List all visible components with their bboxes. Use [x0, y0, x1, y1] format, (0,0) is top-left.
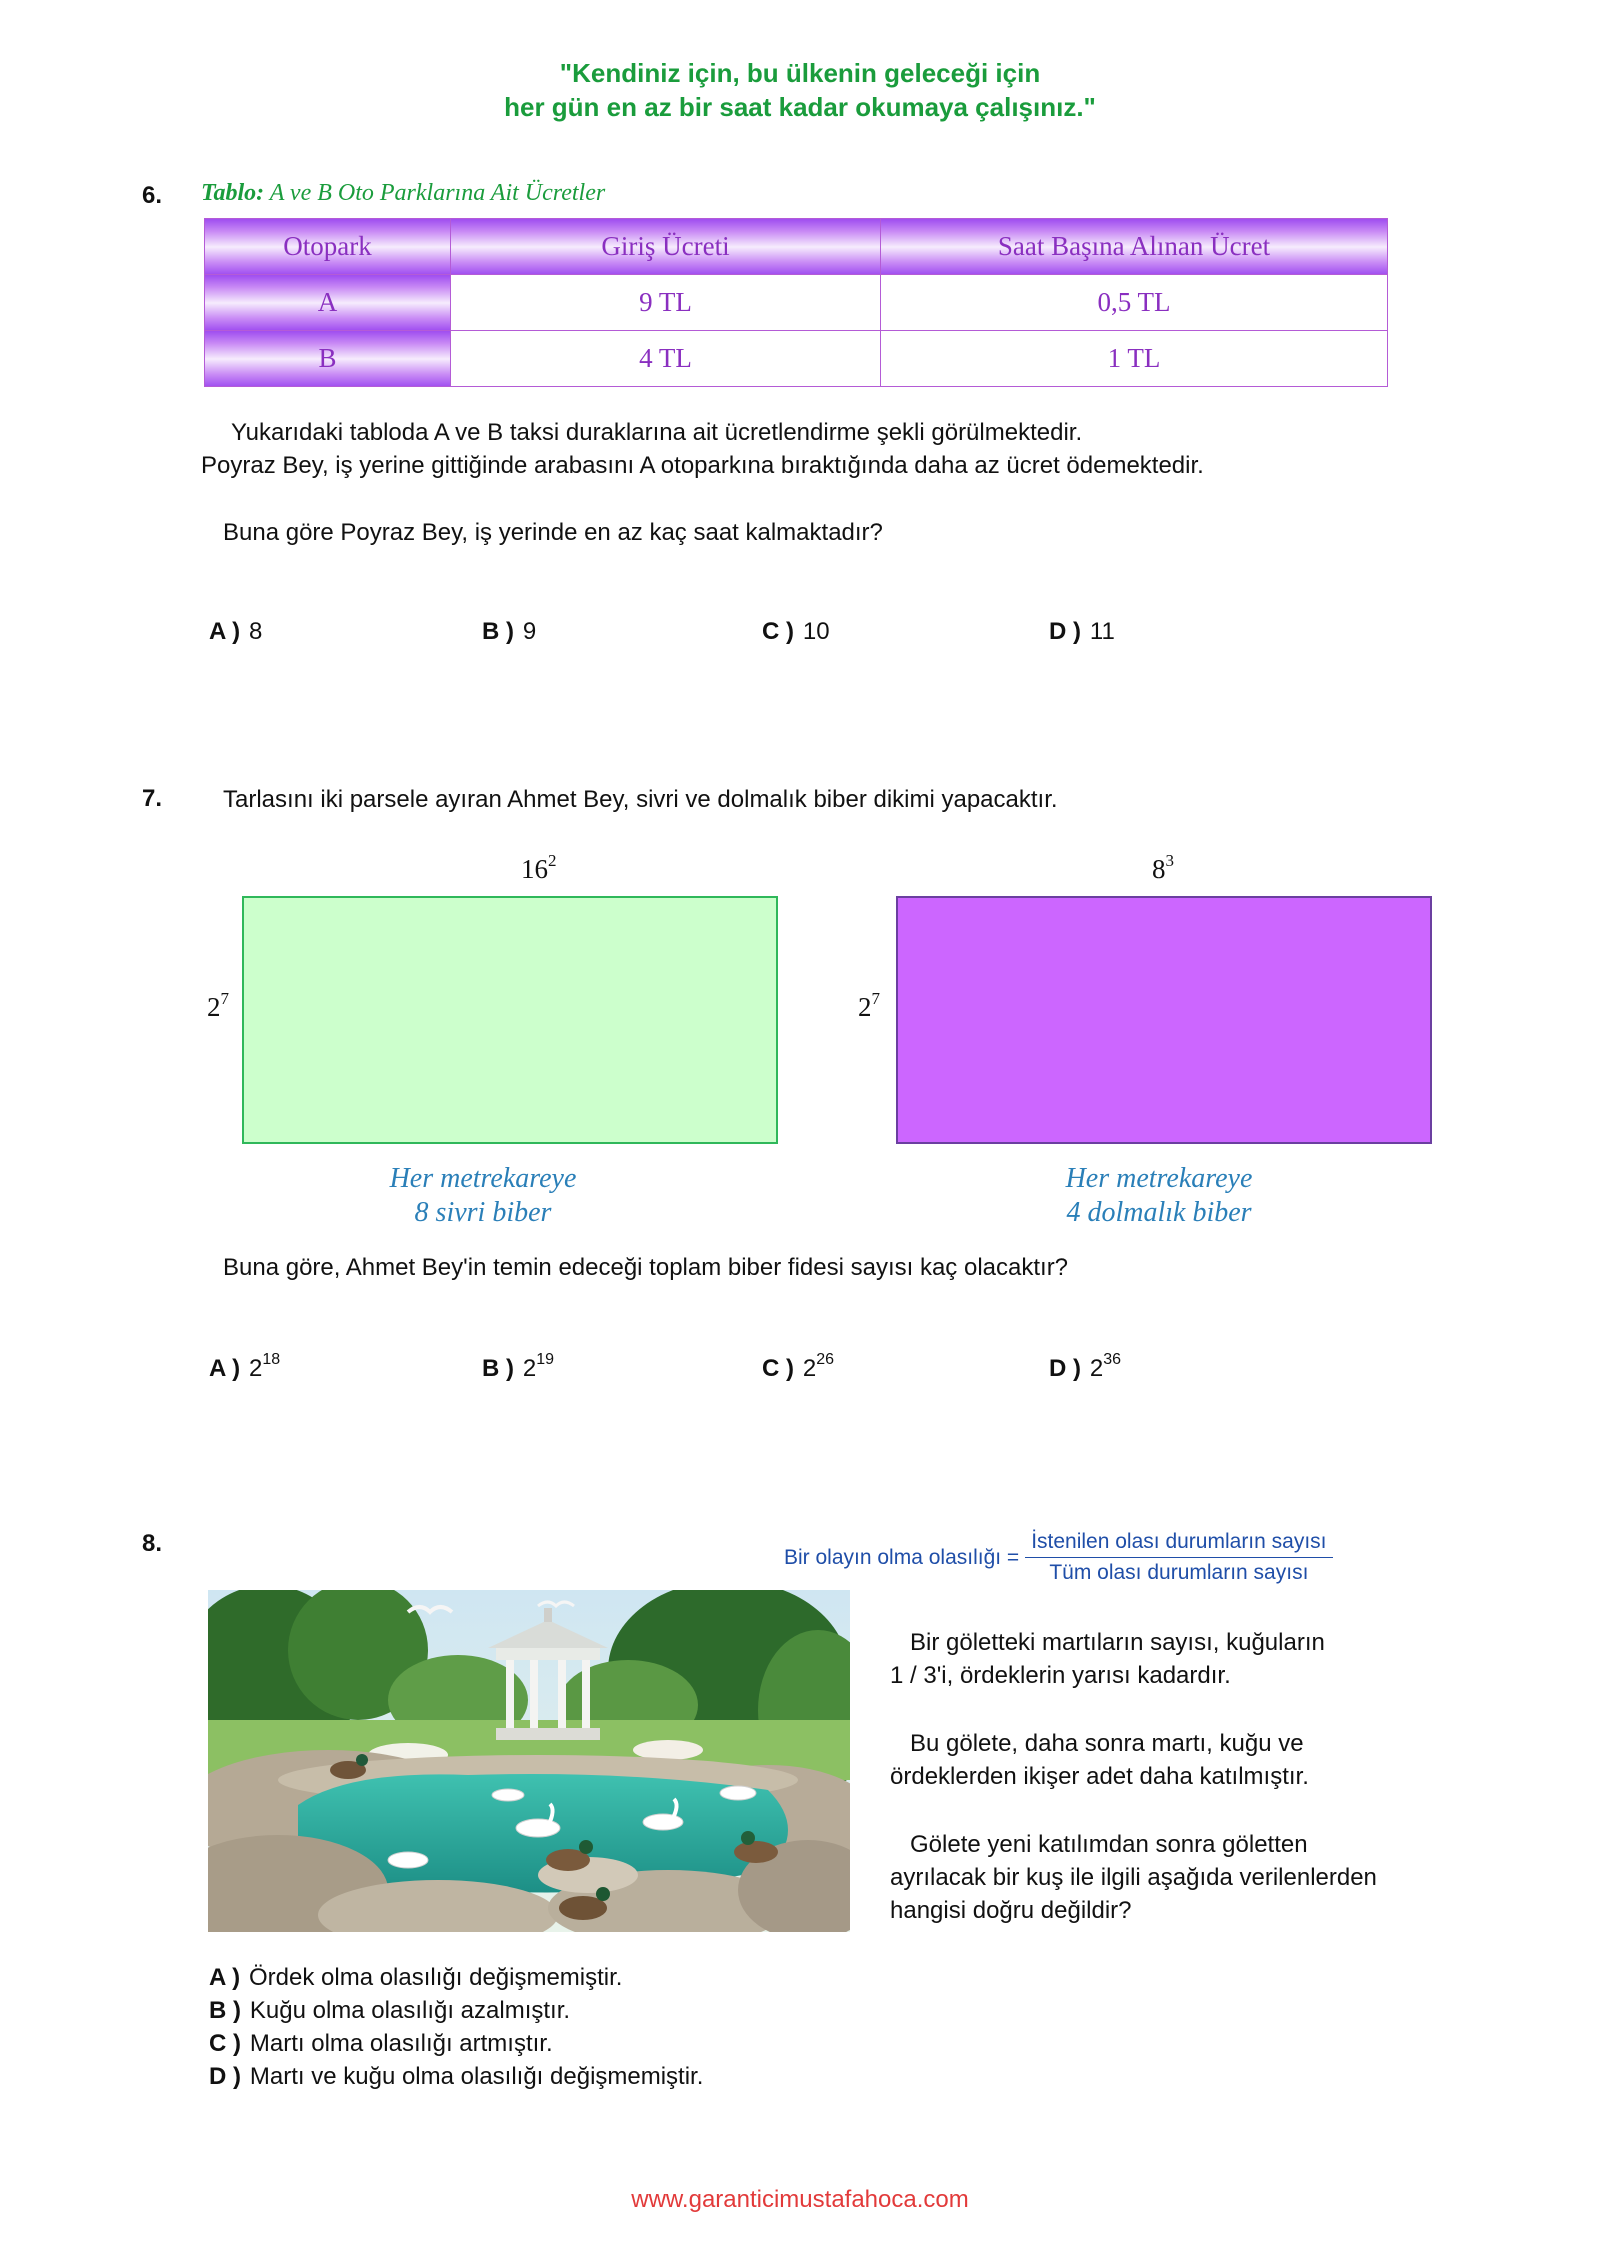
table-header-cell: Saat Başına Alınan Ücret — [881, 219, 1388, 275]
q6-text-line-2: Poyraz Bey, iş yerine gittiğinde arabasını A otoparkına bıraktığında daha az ücret ödemektedir. — [201, 452, 1204, 479]
option-label: A ) — [209, 618, 241, 645]
question-6-number: 6. — [142, 182, 163, 209]
table-header-row — [205, 219, 1388, 275]
q8-option-d[interactable]: D ) Martı ve kuğu olma olasılığı değişmemiştir. — [209, 2063, 704, 2090]
table-header-cell: Giriş Ücreti — [451, 219, 881, 275]
table-cell: 1 TL — [881, 331, 1388, 387]
q6-option-b[interactable] — [482, 618, 536, 646]
q6-text-line-1: Yukarıdaki tabloda A ve B taksi duraklarına ait ücretlendirme şekli görülmektedir. — [231, 419, 1083, 446]
q7-question: Buna göre, Ahmet Bey'in temin edeceği toplam biber fidesi sayısı kaç olacaktır? — [223, 1254, 1069, 1281]
q8-option-b[interactable]: B ) Kuğu olma olasılığı azalmıştır. — [209, 1997, 571, 2024]
table-cell: 4 TL — [451, 331, 881, 387]
left-field-height-label: $2^7$ — [207, 989, 229, 1022]
left-field-width-label: $16^2$ — [521, 851, 557, 884]
q8-para2-line2: ördeklerden ikişer adet daha katılmıştır. — [890, 1763, 1309, 1790]
q6-question: Buna göre Poyraz Bey, iş yerinde en az kaç saat kalmaktadır? — [223, 519, 883, 546]
formula-numerator: İstenilen olası durumların sayısı — [1025, 1530, 1332, 1558]
option-value: 8 — [249, 618, 263, 645]
probability-formula — [784, 1530, 1333, 1585]
option-value: 10 — [802, 618, 830, 645]
table-row — [205, 275, 1388, 331]
bell-pepper-field — [896, 896, 1432, 1144]
q8-para3-line3: hangisi doğru değildir? — [890, 1897, 1132, 1924]
motto-line-2: her gün en az bir saat kadar okumaya çalışınız." — [504, 92, 1096, 122]
q6-option-c[interactable] — [762, 618, 830, 646]
option-label: C ) — [762, 618, 794, 645]
table-row — [205, 331, 1388, 387]
option-label: D ) — [1049, 618, 1081, 645]
table-caption-label: Tablo: — [201, 180, 265, 206]
q7-option-d[interactable]: D ) $2^{36}$ — [1049, 1351, 1122, 1382]
q8-option-c[interactable]: C ) Martı olma olasılığı artmıştır. — [209, 2030, 553, 2057]
pond-photo — [208, 1590, 850, 1932]
option-value: 11 — [1089, 618, 1115, 645]
sweet-pepper-field — [242, 896, 778, 1144]
table-header-cell: Otopark — [205, 219, 451, 275]
footer-website-link[interactable]: www.garanticimustafahoca.com — [631, 2186, 969, 2213]
motto-line-1: "Kendiniz için, bu ülkenin geleceği için — [559, 58, 1041, 88]
right-field-width-label: $8^3$ — [1152, 851, 1174, 884]
q7-text: Tarlasını iki parsele ayıran Ahmet Bey, sivri ve dolmalık biber dikimi yapacaktır. — [223, 786, 1058, 813]
formula-fraction — [1025, 1530, 1332, 1585]
left-field-caption: Her metrekareye 8 sivri biber — [389, 1163, 577, 1228]
q6-option-d[interactable] — [1049, 618, 1115, 646]
parking-fee-table — [204, 218, 1388, 387]
table-caption — [201, 180, 605, 207]
q8-para3-line2: ayrılacak bir kuş ile ilgili aşağıda verilenlerden — [890, 1864, 1377, 1891]
q8-para2-line1: Bu gölete, daha sonra martı, kuğu ve — [910, 1730, 1304, 1757]
q7-option-b[interactable]: B ) $2^{19}$ — [482, 1351, 555, 1382]
question-8-number: 8. — [142, 1530, 163, 1557]
q8-para3-line1: Gölete yeni katılımdan sonra göletten — [910, 1831, 1308, 1858]
question-7-number: 7. — [142, 785, 163, 812]
formula-lhs: Bir olayın olma olasılığı = — [784, 1545, 1020, 1569]
option-label: B ) — [482, 618, 514, 645]
q8-para1-line2: 1 / 3'i, ördeklerin yarısı kadardır. — [890, 1662, 1231, 1689]
q7-option-c[interactable]: C ) $2^{26}$ — [762, 1351, 835, 1382]
right-field-height-label: $2^7$ — [858, 989, 880, 1022]
table-cell: 0,5 TL — [881, 275, 1388, 331]
table-cell: B — [205, 331, 451, 387]
q8-option-a[interactable]: A ) Ördek olma olasılığı değişmemiştir. — [209, 1964, 623, 1991]
table-caption-text: A ve B Oto Parklarına Ait Ücretler — [269, 180, 606, 206]
right-field-caption: Her metrekareye 4 dolmalık biber — [1065, 1163, 1253, 1228]
q8-para1-line1: Bir göletteki martıların sayısı, kuğuların — [910, 1629, 1325, 1656]
option-value: 9 — [522, 618, 537, 645]
table-cell: A — [205, 275, 451, 331]
formula-denominator: Tüm olası durumların sayısı — [1049, 1561, 1309, 1584]
table-cell: 9 TL — [451, 275, 881, 331]
header-motto — [0, 56, 1600, 124]
q6-option-a[interactable] — [209, 618, 262, 646]
q7-option-a[interactable]: A ) $2^{18}$ — [209, 1351, 281, 1382]
